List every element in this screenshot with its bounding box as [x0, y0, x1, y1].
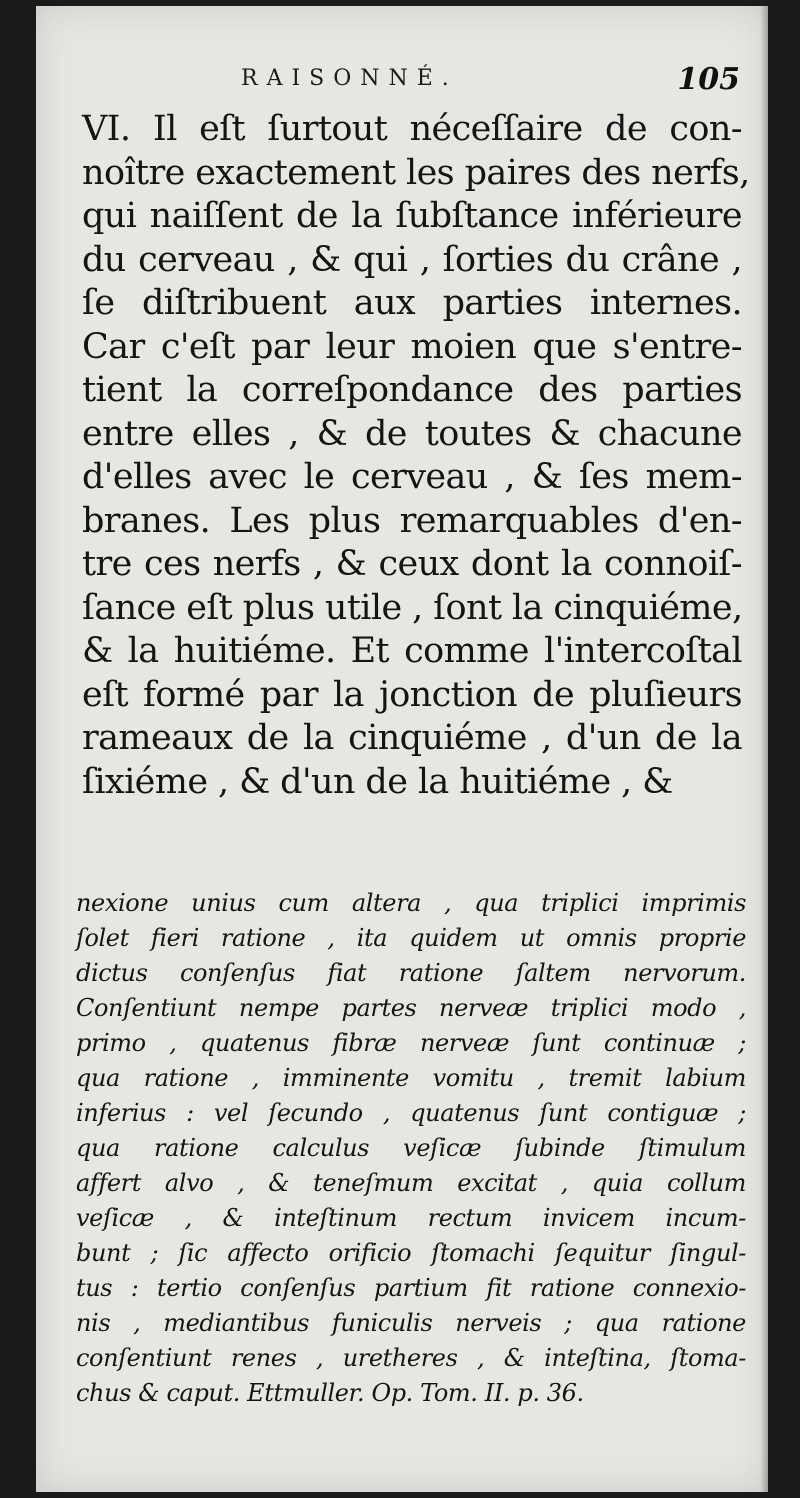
- footnote-line: nis , mediantibus funiculis nerveis ; qua ratione: [76, 1309, 746, 1337]
- main-text: [82, 108, 750, 804]
- main-text-line: rameaux de la cinquiéme , d'un de la: [82, 718, 742, 758]
- main-text-line: entre elles , & de toutes & chacune: [82, 413, 742, 454]
- page-header: [36, 62, 768, 102]
- main-text-line: tient la correſpondance des parties: [82, 370, 742, 410]
- footnote-line: ſolet fieri ratione , ita quidem ut omnis proprie: [76, 924, 746, 952]
- main-text-line: eſt formé par la jonction de pluſieurs: [82, 674, 742, 715]
- footnote: [76, 886, 746, 1411]
- footnote-line: affert alvo , & teneſmum excitat , quia collum: [76, 1169, 746, 1197]
- footnote-line: qua ratione , imminente vomitu , tremit labium: [76, 1064, 746, 1092]
- main-text-line: & la huitiéme. Et comme l'intercoſtal: [82, 631, 742, 671]
- book-page: [36, 6, 768, 1492]
- running-title: RAISONNÉ.: [241, 66, 458, 91]
- main-text-line: ſance eſt plus utile , ſont la cinquiéme,: [82, 587, 743, 628]
- footnote-line: conſentiunt renes , uretheres , & inteſtina, ſtoma-: [76, 1344, 746, 1372]
- footnote-line: Conſentiunt nempe partes nerveæ triplici modo ,: [76, 994, 746, 1022]
- main-text-line: Car c'eſt par leur moien que s'entre-: [82, 326, 742, 367]
- footnote-line: tus : tertio conſenſus partium fit ratione connexio-: [76, 1274, 746, 1302]
- footnote-line: dictus conſenſus fiat ratione ſaltem nervorum.: [76, 959, 746, 987]
- footnote-line: inferius : vel ſecundo , quatenus ſunt contiguæ ;: [76, 1099, 746, 1127]
- main-text-line: ſixiéme , & d'un de la huitiéme , &: [82, 761, 673, 802]
- footnote-line: qua ratione calculus veſicæ ſubinde ſtimulum: [76, 1134, 746, 1162]
- main-text-line: qui naiſſent de la ſubſtance inférieure: [82, 196, 742, 236]
- page-number: 105: [677, 62, 740, 97]
- page-edge-shadow: [760, 6, 768, 1492]
- footnote-line: primo , quatenus fibræ nerveæ ſunt continuæ ;: [76, 1029, 746, 1057]
- main-text-line: VI. Il eſt ſurtout néceſſaire de con-: [82, 109, 742, 149]
- main-text-line: d'elles avec le cerveau , & ſes mem-: [82, 457, 742, 497]
- main-text-line: noître exactement les paires des nerfs,: [82, 152, 750, 193]
- footnote-line: nexione unius cum altera , qua triplici imprimis: [76, 889, 746, 917]
- main-text-line: branes. Les plus remarquables d'en-: [82, 500, 742, 541]
- main-text-line: ſe diſtribuent aux parties internes.: [82, 283, 742, 323]
- footnote-line: veſicæ , & inteſtinum rectum invicem incum-: [76, 1204, 746, 1232]
- main-text-line: tre ces nerfs , & ceux dont la connoiſ-: [82, 544, 742, 584]
- footnote-line: chus & caput. Ettmuller. Op. Tom. II. p. 36.: [76, 1379, 584, 1407]
- footnote-line: bunt ; ſic affecto orificio ſtomachi ſequitur ſingul-: [76, 1239, 746, 1267]
- main-text-line: du cerveau , & qui , ſorties du crâne ,: [82, 239, 742, 280]
